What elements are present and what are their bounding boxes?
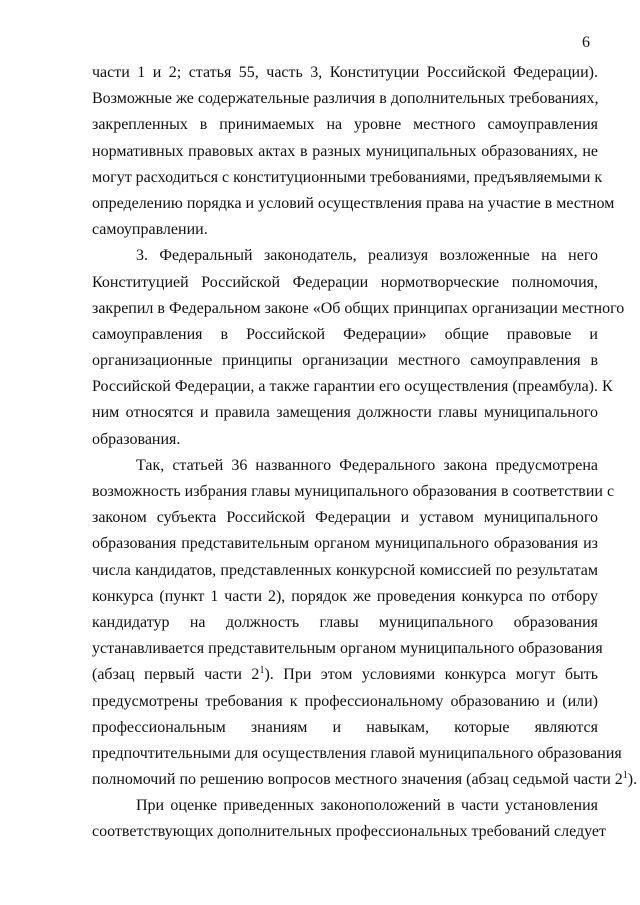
page-number: 6 [582, 34, 590, 51]
line-text: ). При этом условиями конкурса могут быть [264, 666, 599, 684]
line-text: самоуправления в Российской Федерации» общие правовые и [92, 325, 598, 343]
paragraph [92, 60, 615, 243]
line-text: 3. Федеральный законодатель, реализуя возложенные на него [136, 247, 598, 265]
paragraph [92, 453, 638, 793]
document-body [92, 60, 638, 846]
paragraph [92, 243, 625, 453]
text-line [92, 636, 603, 662]
superscript: 1 [259, 665, 265, 677]
line-text: ним относятся и правила замещения должности главы муниципального [92, 404, 598, 422]
text-line [92, 584, 598, 610]
line-text: образования представительным органом муниципального образования из [92, 535, 598, 553]
line-text: организационные принципы организации местного самоуправления в [92, 352, 598, 370]
text-line [92, 217, 598, 243]
text-line [92, 610, 598, 636]
line-text: определению порядка и условий осуществления права на участие в местном [92, 194, 615, 212]
text-line [92, 139, 598, 165]
line-text: конкурса (пункт 1 части 2), порядок же проведения конкурса по отбору [92, 587, 598, 605]
text-line [92, 348, 598, 374]
line-text: полномочий по решению вопросов местного значения (абзац седьмой части 2 [92, 771, 623, 789]
text-line [92, 505, 598, 531]
text-line [92, 793, 598, 819]
text-line [92, 531, 598, 557]
line-text: закрепленных в принимаемых на уровне местного самоуправления [92, 116, 598, 134]
text-line [92, 112, 598, 138]
text-line [92, 165, 603, 191]
line-text: При оценке приведенных законоположений в части установления [136, 797, 598, 815]
line-text: ). [627, 771, 638, 789]
line-text: предусмотрены требования к профессиональному образованию и (или) [92, 692, 598, 710]
line-text: закрепил в Федеральном законе «Об общих принципах организации местного [92, 299, 625, 317]
text-line [92, 741, 622, 767]
text-line [92, 819, 607, 845]
line-text: образования. [92, 430, 181, 448]
text-line [92, 767, 638, 793]
line-text: нормативных правовых актах в разных муниципальных образованиях, не [92, 142, 598, 160]
line-text: могут расходиться с конституционными требованиями, предъявляемыми к [92, 168, 603, 186]
text-line [92, 86, 598, 112]
superscript: 1 [622, 770, 628, 782]
line-text: Российской Федерации, а также гарантии его осуществления (преамбула). К [92, 378, 613, 396]
text-line [92, 400, 598, 426]
line-text: числа кандидатов, представленных конкурсной комиссией по результатам [92, 561, 598, 579]
text-line [92, 662, 598, 688]
line-text: законом субъекта Российской Федерации и уставом муниципального [92, 509, 598, 527]
paragraph [92, 793, 607, 845]
text-line [92, 453, 598, 479]
line-text: самоуправлении. [92, 221, 208, 239]
text-line [92, 322, 598, 348]
line-text: соответствующих дополнительных профессиональных требований следует [92, 823, 607, 841]
text-line [92, 243, 598, 269]
text-line [92, 374, 613, 400]
line-text: профессиональным знаниям и навыкам, которые являются [92, 718, 598, 736]
line-text: Так, статьей 36 названного Федерального закона предусмотрена [136, 456, 598, 474]
text-line [92, 479, 615, 505]
line-text: устанавливается представительным органом муниципального образования [92, 640, 603, 658]
text-line [92, 60, 598, 86]
line-text: кандидатур на должность главы муниципального образования [92, 613, 598, 631]
text-line [92, 270, 598, 296]
text-line [92, 191, 615, 217]
line-text: Возможные же содержательные различия в дополнительных требованиях, [92, 90, 599, 108]
text-line [92, 296, 625, 322]
text-line [92, 715, 598, 741]
line-text: предпочтительными для осуществления главой муниципального образования [92, 744, 622, 762]
text-line [92, 427, 598, 453]
line-text: (абзац первый части 2 [92, 666, 260, 684]
line-text: Конституцией Российской Федерации нормотворческие полномочия, [92, 273, 598, 291]
line-text: возможность избрания главы муниципального образования в соответствии с [92, 483, 615, 500]
line-text: части 1 и 2; статья 55, часть 3, Конституции Российской Федерации). [92, 64, 598, 81]
text-line [92, 689, 598, 715]
text-line [92, 558, 598, 584]
